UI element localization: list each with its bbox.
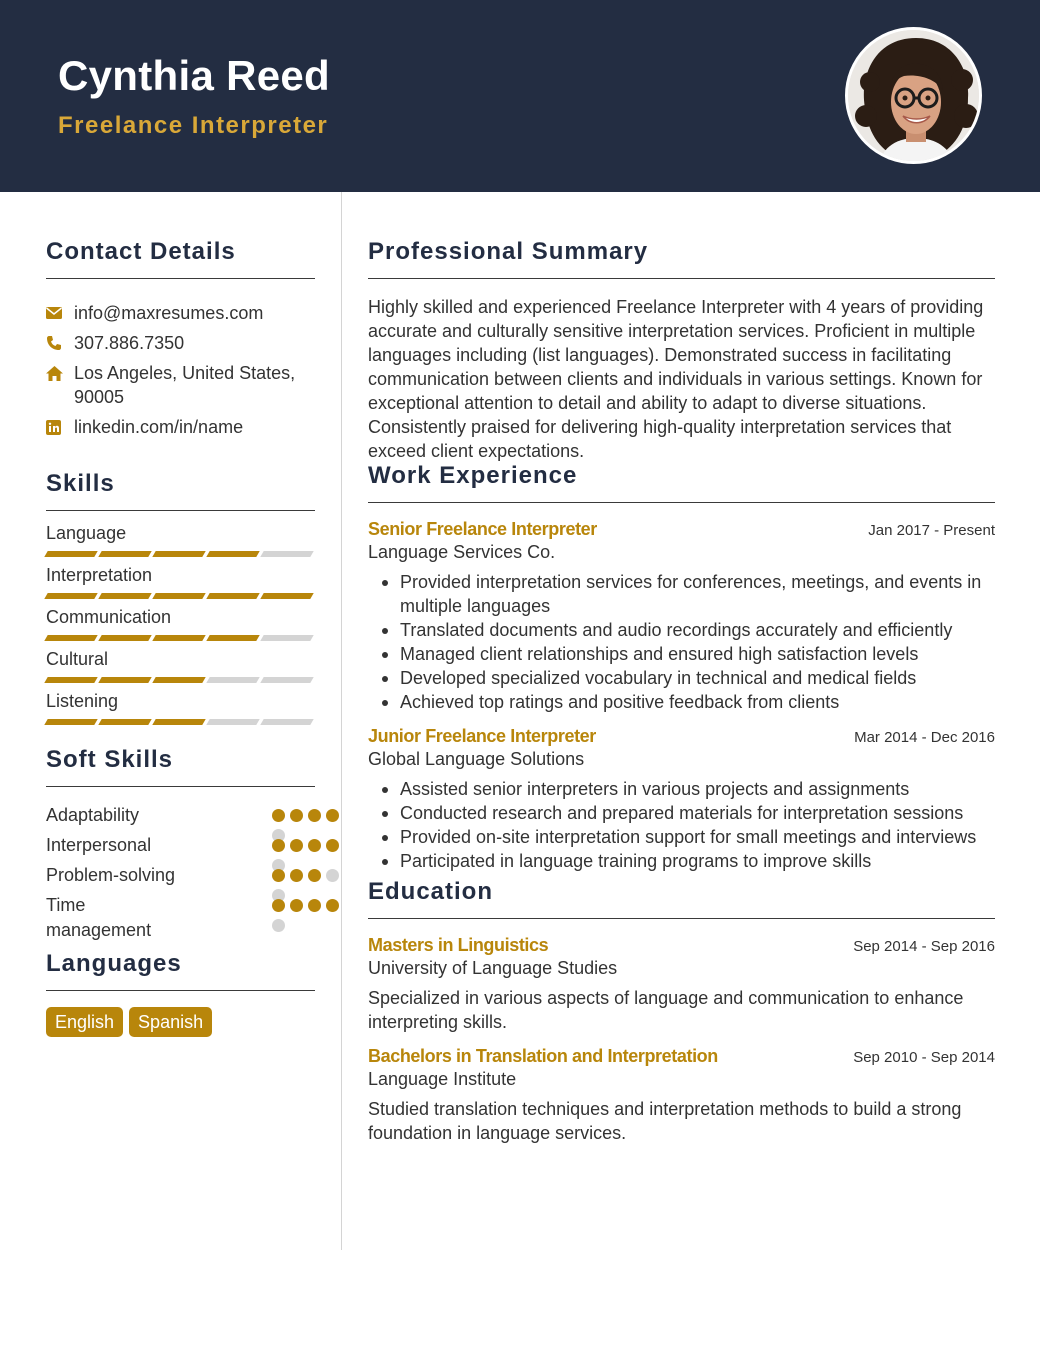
skill-item — [46, 563, 315, 599]
home-icon — [46, 361, 74, 385]
linkedin-icon — [46, 415, 74, 439]
job-bullet: Translated documents and audio recordings accurately and efficiently — [368, 618, 995, 642]
education-description: Specialized in various aspects of language and communication to enhance interpreting skills. — [368, 988, 964, 1032]
skill-level-segment — [44, 551, 97, 557]
skill-level-segment — [152, 719, 205, 725]
contact-email-row — [46, 301, 315, 325]
skill-level-segment — [206, 719, 259, 725]
contact-phone[interactable]: 307.886.7350 — [74, 333, 185, 353]
soft-skills-list — [46, 803, 315, 959]
skill-level-segment — [44, 677, 97, 683]
resume-header — [0, 0, 1040, 192]
education-description: Studied translation techniques and interpretation methods to build a strong foundation in language services. — [368, 1099, 962, 1143]
job-bullet: Achieved top ratings and positive feedback from clients — [368, 690, 995, 714]
skill-level-bar — [46, 677, 315, 683]
job-date: Mar 2014 - Dec 2016 — [854, 729, 995, 746]
skill-level-segment — [152, 635, 205, 641]
soft-skill-dot — [272, 809, 285, 822]
languages-list — [46, 1007, 315, 1037]
skill-level-segment — [44, 593, 97, 599]
candidate-title: Freelance Interpreter — [58, 112, 329, 139]
profile-photo-illustration — [848, 30, 982, 164]
contact-list — [46, 301, 315, 439]
soft-skill-item — [46, 893, 216, 943]
language-tag: Spanish — [129, 1007, 212, 1037]
soft-skill-name: Adaptability — [46, 805, 140, 825]
soft-skill-dot — [290, 839, 303, 852]
degree-title: Bachelors in Translation and Interpretation — [368, 1046, 718, 1066]
job-date: Jan 2017 - Present — [868, 522, 995, 539]
skill-name: Interpretation — [46, 565, 153, 585]
skill-name: Language — [46, 523, 127, 543]
job-bullet: Managed client relationships and ensured high satisfaction levels — [368, 642, 995, 666]
skill-level-segment — [98, 551, 151, 557]
soft-skill-dot — [272, 839, 285, 852]
contact-email[interactable]: info@maxresumes.com — [74, 303, 264, 323]
skill-level-bar — [46, 635, 315, 641]
skill-level-segment — [98, 719, 151, 725]
skill-level-segment — [98, 593, 151, 599]
languages-heading: Languages — [46, 950, 315, 991]
skills-section — [46, 470, 315, 725]
job-bullet: Participated in language training programs to improve skills — [368, 849, 995, 873]
languages-section — [46, 950, 315, 1037]
soft-skill-dot — [272, 919, 285, 932]
school-name: Language Institute — [368, 1069, 517, 1089]
job-bullet: Assisted senior interpreters in various projects and assignments — [368, 777, 995, 801]
education-entry — [368, 1046, 995, 1145]
contact-section — [46, 238, 315, 445]
experience-heading: Work Experience — [368, 462, 995, 503]
contact-linkedin[interactable]: linkedin.com/in/name — [74, 417, 244, 437]
skill-name: Communication — [46, 607, 172, 627]
education-header — [368, 1046, 995, 1067]
skill-name: Listening — [46, 691, 119, 711]
soft-skill-dot — [308, 839, 321, 852]
candidate-name: Cynthia Reed — [58, 52, 330, 99]
job-bullets — [368, 777, 995, 873]
skills-heading: Skills — [46, 470, 315, 511]
skill-level-segment — [44, 635, 97, 641]
skill-level-segment — [260, 551, 313, 557]
soft-skill-dot — [290, 869, 303, 882]
skill-level-segment — [260, 635, 313, 641]
skill-level-bar — [46, 719, 315, 725]
skill-level-segment — [152, 593, 205, 599]
contact-address: Los Angeles, United States, 90005 — [74, 363, 296, 407]
skill-level-bar — [46, 593, 315, 599]
skill-level-segment — [152, 677, 205, 683]
skill-item — [46, 605, 315, 641]
soft-skill-dot — [308, 809, 321, 822]
job-bullet: Developed specialized vocabulary in technical and medical fields — [368, 666, 995, 690]
job-bullet: Conducted research and prepared materials for interpretation sessions — [368, 801, 995, 825]
summary-section — [368, 238, 995, 463]
soft-skill-dot — [308, 869, 321, 882]
profile-photo — [845, 27, 982, 164]
education-header — [368, 935, 995, 956]
soft-skill-name: Interpersonal — [46, 835, 152, 855]
soft-skill-dot — [272, 899, 285, 912]
job-bullets — [368, 570, 995, 714]
skill-level-segment — [206, 593, 259, 599]
contact-address-row — [46, 361, 315, 409]
job-entry — [368, 726, 995, 873]
soft-skill-dot — [326, 839, 339, 852]
skill-level-segment — [98, 677, 151, 683]
soft-skill-name: Time management — [46, 895, 152, 940]
job-bullet: Provided on-site interpretation support for small meetings and interviews — [368, 825, 995, 849]
skill-level-segment — [152, 551, 205, 557]
soft-skill-dot — [308, 899, 321, 912]
column-divider — [341, 192, 342, 1250]
job-header — [368, 726, 995, 747]
job-organization: Language Services Co. — [368, 542, 556, 562]
contact-linkedin-row — [46, 415, 315, 439]
degree-title: Masters in Linguistics — [368, 935, 549, 955]
skill-item — [46, 647, 315, 683]
phone-icon — [46, 331, 74, 355]
language-tag: English — [46, 1007, 123, 1037]
soft-skill-dot — [326, 809, 339, 822]
soft-skill-dot — [290, 809, 303, 822]
soft-skills-heading: Soft Skills — [46, 746, 315, 787]
skill-level-segment — [260, 677, 313, 683]
job-header — [368, 519, 995, 540]
job-title: Senior Freelance Interpreter — [368, 519, 597, 539]
education-heading: Education — [368, 878, 995, 919]
education-date: Sep 2014 - Sep 2016 — [853, 938, 995, 955]
job-organization: Global Language Solutions — [368, 749, 585, 769]
education-section — [368, 878, 995, 1145]
education-entry — [368, 935, 995, 1034]
skill-item — [46, 689, 315, 725]
envelope-icon — [46, 301, 74, 325]
contact-phone-row — [46, 331, 315, 355]
contact-heading: Contact Details — [46, 238, 315, 279]
soft-skill-dots — [226, 803, 315, 959]
job-bullet: Provided interpretation services for conferences, meetings, and events in multiple languages — [368, 570, 995, 618]
skill-level-segment — [98, 635, 151, 641]
school-name: University of Language Studies — [368, 958, 618, 978]
soft-skills-section — [46, 746, 315, 959]
education-date: Sep 2010 - Sep 2014 — [853, 1049, 995, 1066]
soft-skill-dot — [272, 869, 285, 882]
skill-level-segment — [206, 551, 259, 557]
skill-level-segment — [206, 677, 259, 683]
skill-item — [46, 521, 315, 557]
job-title: Junior Freelance Interpreter — [368, 726, 596, 746]
experience-section — [368, 462, 995, 873]
skill-name: Cultural — [46, 649, 109, 669]
soft-skill-dot — [326, 869, 339, 882]
summary-heading: Professional Summary — [368, 238, 995, 279]
skill-level-segment — [260, 719, 313, 725]
skills-list — [46, 521, 315, 725]
skill-level-bar — [46, 551, 315, 557]
skill-level-segment — [206, 635, 259, 641]
soft-skill-dot — [326, 899, 339, 912]
job-entry — [368, 519, 995, 714]
skill-level-segment — [260, 593, 313, 599]
summary-text: Highly skilled and experienced Freelance Interpreter with 4 years of providing accurate and culturally sensitive interpretation services. Proficient in multiple languages including (list languages). Demonstrated success in facilitating communication between clients and individuals in various settings. Known for exceptional attention to detail and ability to adapt to diverse situations. Consistently praised for delivering high-quality interpretation services that exceed client expectations. — [368, 297, 984, 461]
soft-skill-name: Problem-solving — [46, 865, 176, 885]
soft-skill-dot — [290, 899, 303, 912]
skill-level-segment — [44, 719, 97, 725]
